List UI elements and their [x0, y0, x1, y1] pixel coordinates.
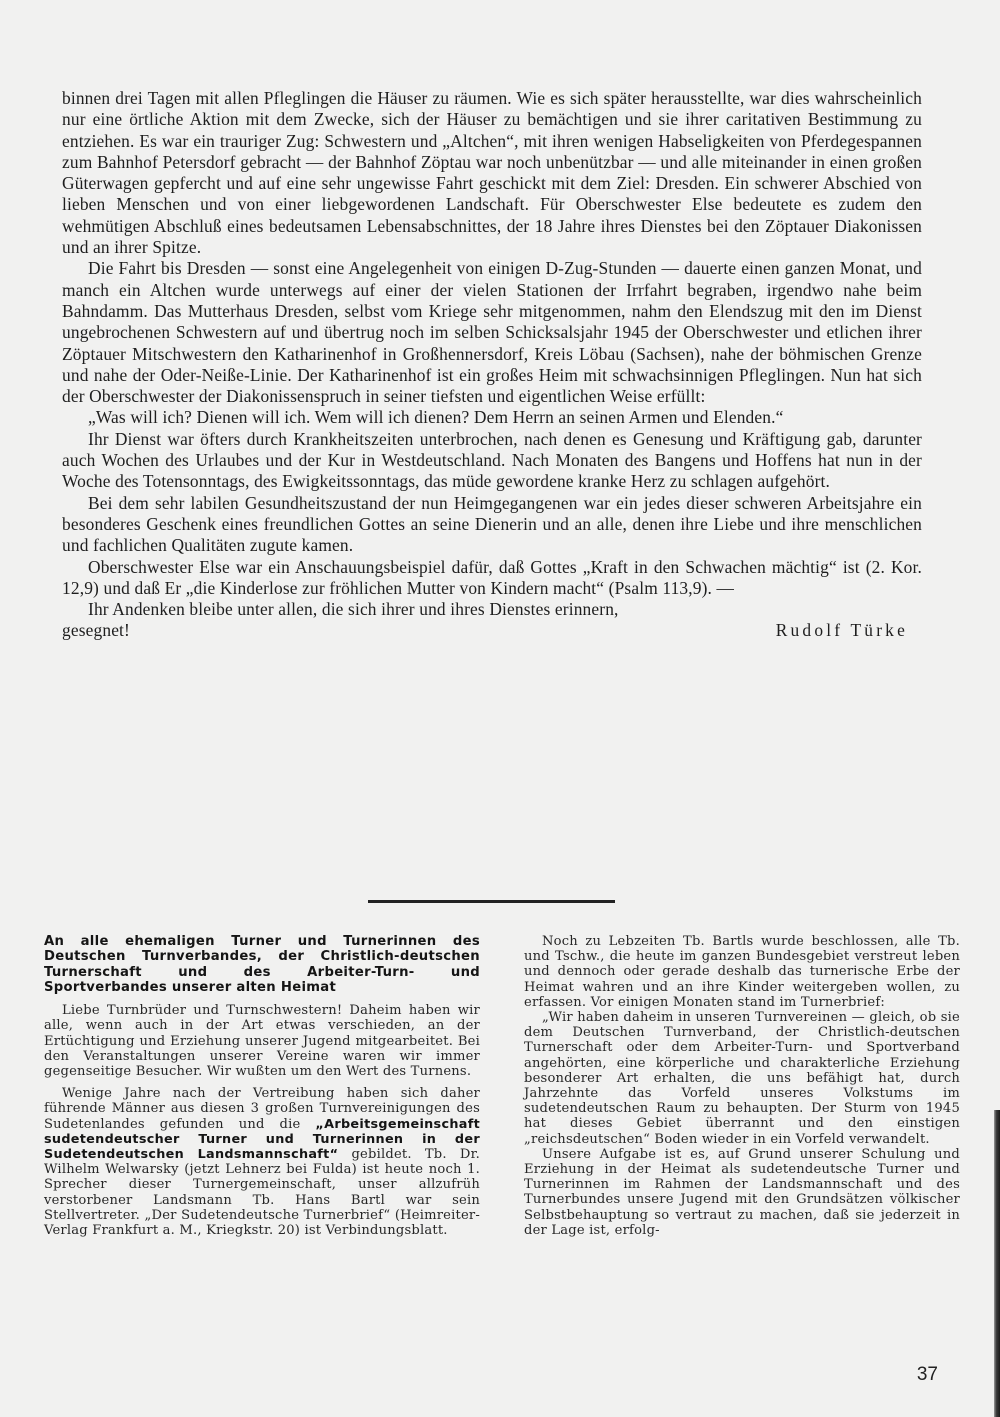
page-binding-edge [994, 1110, 1000, 1417]
turner-article-right-column [524, 934, 960, 1238]
paragraph: Unsere Aufgabe ist es, auf Grund unserer Schulung und Erziehung in der Heimat als sudetendeutsche Turner und Turnerinnen im Rahmen der Landsmannschaft und des Turnerbundes unsere Jugend mit den Grundsätzen völkischer Selbstbehauptung so vertraut zu machen, daß sie jederzeit in der Lage ist, erfolg- [524, 1146, 960, 1238]
paragraph-text: gebildet. Tb. Dr. Wilhelm Welwarsky (jetzt Lehnerz bei Fulda) ist heute noch 1. Sprecher dieser Turnergemeinschaft, unser allzufrüh verstorbener Landsmann Tb. Hans Bartl war sein Stellvertreter. „Der Sudetendeutsche Turnerbrief“ (Heimreiter-Verlag Frankfurt a. M., Kriegkstr. 20) ist Verbindungsblatt. [44, 1147, 480, 1239]
turner-article-left-column [44, 934, 480, 1238]
author-signature: Rudolf Türke [775, 620, 908, 641]
page-number: 37 [916, 1364, 938, 1385]
paragraph: Bei dem sehr labilen Gesundheitszustand der nun Heimgegangenen war ein jedes dieser schweren Arbeitsjahre ein besonderes Geschenk eines freundlichen Gottes an seine Dienerin und an alle, denen ihre Liebe und ihre menschlichen und fachlichen Qualitäten zugute kamen. [62, 492, 922, 556]
paragraph: Oberschwester Else war ein Anschauungsbeispiel dafür, daß Gottes „Kraft in den Schwachen mächtig“ ist (2. Kor. 12,9) und daß Er „die Kinderlose zur fröhlichen Mutter von Kindern macht“ (Psalm 113,9). — [62, 556, 922, 598]
paragraph: Ihr Dienst war öfters durch Krankheitszeiten unterbrochen, nach denen es Genesung und Kräftigung gab, darunter auch Wochen des Urlaubes und der Kur in Westdeutschland. Nach Monaten des Bangens und Hoffens hat nun in der Woche des Totensonntags, des Ewigkeitssonntags, das müde gewordene kranke Herz zu schlagen aufgehört. [62, 428, 922, 492]
organization-name: „Arbeitsgemeinschaft sudetendeutscher Turner und Turnerinnen in der Sudetendeutschen Landsmannschaft“ [44, 1116, 480, 1163]
paragraph [44, 1086, 480, 1238]
paragraph: Liebe Turnbrüder und Turnschwestern! Daheim haben wir alle, wenn auch in der Art etwas verschieden, an der Ertüchtigung und Erziehung unserer Jugend mitgearbeitet. Bei den Veranstaltungen unserer Vereine waren wir immer gegenseitige Besucher. Wir wußten um den Wert des Turnens. [44, 1003, 480, 1079]
closing-word: gesegnet! [62, 620, 130, 641]
paragraph: Die Fahrt bis Dresden — sonst eine Angelegenheit von einigen D-Zug-Stunden — dauerte einen ganzen Monat, und manch ein Altchen wurde unterwegs auf einer der vielen Stationen der Irrfahrt begraben, irgendwo nahe beim Bahndamm. Das Mutterhaus Dresden, selbst vom Kriege sehr mitgenommen, nahm den Elendszug mit den im Dienst ungebrochenen Schwestern auf und übertrug noch im selben Schicksalsjahr 1945 der Oberschwester und etlichen ihrer Zöptauer Mitschwestern den Katharinenhof in Großhennersdorf, Kreis Löbau (Sachsen), nahe der böhmischen Grenze und nahe der Oder-Neiße-Linie. Der Katharinenhof ist ein großes Heim mit schwachsinnigen Pfleglingen. Nun hat sich der Oberschwester der Diakonissenspruch in seiner tiefsten und eigentlichen Weise erfüllt: [62, 258, 922, 407]
section-divider [368, 900, 615, 903]
article-heading: An alle ehemaligen Turner und Turnerinnen des Deutschen Turnverbandes, der Christlich-deutschen Turnerschaft und des Arbeiter-Turn- und Sportverbandes unserer alten Heimat [44, 934, 480, 995]
paragraph: binnen drei Tagen mit allen Pfleglingen die Häuser zu räumen. Wie es sich später herausstellte, war dies wahrscheinlich nur eine örtliche Aktion mit dem Zwecke, sich der Häuser zu bemächtigen und sie ihrer caritativen Bestimmung zu entziehen. Es war ein trauriger Zug: Schwestern und „Altchen“, mit ihren wenigen Habseligkeiten von Pferdegespannen zum Bahnhof Petersdorf gebracht — der Bahnhof Zöptau war noch unbenützbar — und alle miteinander in einen großen Güterwagen gepfercht und auf eine sehr ungewisse Fahrt geschickt mit dem Ziel: Dresden. Ein schwerer Abschied von lieben Menschen und von einer liebgewordenen Landschaft. Für Oberschwester Else bedeutete es zudem den wehmütigen Abschluß eines bedeutsamen Lebensabschnittes, der 18 Jahre ihres Dienstes bei den Zöptauer Diakonissen und an ihrer Spitze. [62, 88, 922, 258]
paragraph: Noch zu Lebzeiten Tb. Bartls wurde beschlossen, alle Tb. und Tschw., die heute im ganzen Bundesgebiet verstreut leben und dennoch oder gerade deshalb das turnerische Erbe der Heimat wahren und an ihre Kinder weitergeben wollen, zu erfassen. Vor einigen Monaten stand im Turnerbrief: [524, 934, 960, 1010]
quote-paragraph: „Wir haben daheim in unseren Turnvereinen — gleich, ob sie dem Deutschen Turnverband, der Christlich-deutschen Turnerschaft oder dem Arbeiter-Turn- und Sportverband angehörten, eine körperliche und charakterliche Erziehung besonderer Art erhalten, die uns befähigt hat, durch Jahrzehnte das Vorfeld unseres Volkstums im sudetendeutschen Raum zu behaupten. Der Sturm von 1945 hat dieses Gebiet überrannt und den einstigen „reichsdeutschen“ Boden wieder in ein Vorfeld verwandelt. [524, 1010, 960, 1147]
quote-paragraph: „Was will ich? Dienen will ich. Wem will ich dienen? Dem Herrn an seinen Armen und Elenden.“ [88, 407, 784, 428]
paragraph-text: Wenige Jahre nach der Vertreibung haben sich daher führende Männer aus diesen 3 großen Turnvereinigungen des Sudetenlandes gefunden und die [44, 1086, 480, 1132]
paragraph: Ihr Andenken bleibe unter allen, die sich ihrer und ihres Dienstes erinnern, [88, 599, 619, 620]
obituary-article [62, 88, 922, 642]
signature-line [62, 620, 922, 641]
